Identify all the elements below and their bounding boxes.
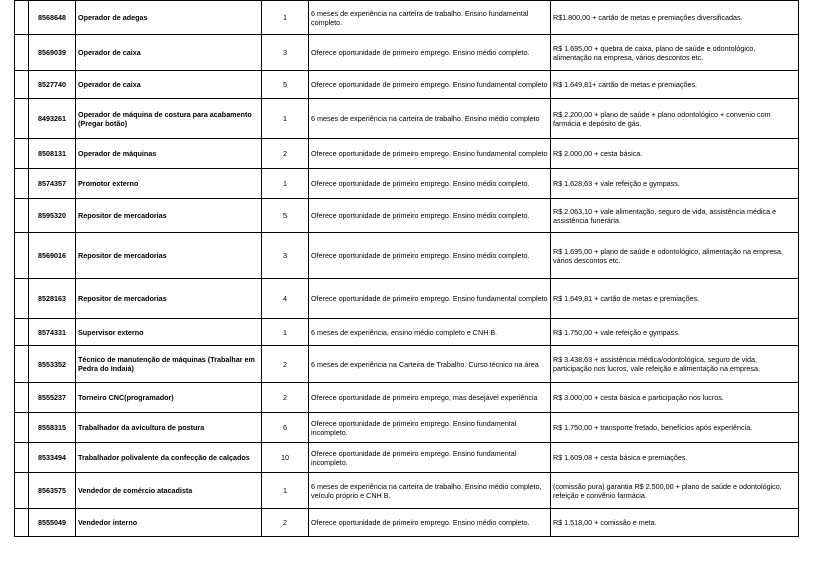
job-title: Operador de adegas (76, 1, 262, 35)
row-spacer-cell (15, 319, 29, 346)
table-row (15, 383, 799, 413)
table-row (15, 139, 799, 169)
salary-benefits: R$ 3.438,63 + assistência médica/odontológica, seguro de vida, participação nos lucros, vale refeição e alimentação na empresa. (551, 346, 799, 383)
row-spacer-cell (15, 413, 29, 443)
job-title: Promotor externo (76, 169, 262, 199)
vacancy-count: 3 (262, 35, 309, 71)
job-requirements: Oferece oportunidade de primeiro emprego. Ensino fundamental incompleto. (309, 443, 551, 473)
row-spacer-cell (15, 233, 29, 279)
vacancy-code: 8558315 (29, 413, 76, 443)
job-title: Repositor de mercadorias (76, 233, 262, 279)
table-row (15, 169, 799, 199)
vacancy-count: 1 (262, 99, 309, 139)
vacancy-count: 2 (262, 509, 309, 537)
job-requirements: 6 meses de experiência na carteira de trabalho. Ensino fundamental completo. (309, 1, 551, 35)
job-requirements: Oferece oportunidade de primeiro emprego. Ensino fundamental incompleto. (309, 413, 551, 443)
salary-benefits: R$ 2.200,00 + plano de saúde + plano odontológico + convenio com farmácia e depósito de gás. (551, 99, 799, 139)
vacancy-count: 5 (262, 71, 309, 99)
job-title: Operador de caixa (76, 71, 262, 99)
vacancy-code: 8563575 (29, 473, 76, 509)
table-row (15, 35, 799, 71)
vacancy-code: 8527740 (29, 71, 76, 99)
vacancy-count: 3 (262, 233, 309, 279)
job-requirements: Oferece oportunidade de primeiro emprego. Ensino médio completo. (309, 233, 551, 279)
table-row (15, 346, 799, 383)
vacancy-count: 1 (262, 1, 309, 35)
salary-benefits: R$ 1.695,00 + plano de saúde e odontológico, alimentação na empresa, vários descontos etc. (551, 233, 799, 279)
job-requirements: 6 meses de experiência, ensino médio completo e CNH B. (309, 319, 551, 346)
vacancy-code: 8595320 (29, 199, 76, 233)
table-body (15, 1, 799, 537)
vacancy-code: 8508131 (29, 139, 76, 169)
vacancy-code: 8574331 (29, 319, 76, 346)
job-title: Vendedor interno (76, 509, 262, 537)
vacancy-count: 10 (262, 443, 309, 473)
salary-benefits: R$ 1.628,63 + vale refeição e gympass. (551, 169, 799, 199)
row-spacer-cell (15, 383, 29, 413)
job-requirements: Oferece oportunidade de primeiro emprego. Ensino fundamental completo (309, 71, 551, 99)
table-row (15, 509, 799, 537)
vacancy-count: 6 (262, 413, 309, 443)
vacancy-code: 8553352 (29, 346, 76, 383)
table-row (15, 1, 799, 35)
job-requirements: Oferece oportunidade de primeiro emprego. Ensino médio completo. (309, 35, 551, 71)
row-spacer-cell (15, 169, 29, 199)
row-spacer-cell (15, 139, 29, 169)
job-requirements: 6 meses de experiência na carteira de trabalho. Ensino médio completo (309, 99, 551, 139)
salary-benefits: R$ 1.518,00 + comissão e meta. (551, 509, 799, 537)
salary-benefits: R$ 1.609,08 + cesta básica e premiações. (551, 443, 799, 473)
row-spacer-cell (15, 509, 29, 537)
vacancy-code: 8555049 (29, 509, 76, 537)
table-row (15, 199, 799, 233)
job-title: Operador de caixa (76, 35, 262, 71)
table-row (15, 279, 799, 319)
row-spacer-cell (15, 1, 29, 35)
table-row (15, 443, 799, 473)
job-requirements: Oferece oportunidade de primeiro emprego. Ensino médio completo. (309, 509, 551, 537)
row-spacer-cell (15, 346, 29, 383)
vacancy-count: 5 (262, 199, 309, 233)
vacancy-code: 8574357 (29, 169, 76, 199)
job-title: Técnico de manutenção de máquinas (Trabalhar em Pedra do Indaiá) (76, 346, 262, 383)
job-requirements: 6 meses de experiência na Carteira de Trabalho. Curso técnico na área (309, 346, 551, 383)
table-row (15, 71, 799, 99)
salary-benefits: R$ 1.649,81+ cartão de metas e premiações. (551, 71, 799, 99)
salary-benefits: R$ 3.000,00 + cesta básica e participação nos lucros. (551, 383, 799, 413)
job-requirements: Oferece oportunidade de primeiro emprego. Ensino fundamental completo (309, 279, 551, 319)
salary-benefits: R$ 1.750,00 + vale refeição e gympass. (551, 319, 799, 346)
salary-benefits: R$ 2.063,10 + vale alimentação, seguro de vida, assistência médica e assistência funerária. (551, 199, 799, 233)
vacancy-count: 1 (262, 169, 309, 199)
row-spacer-cell (15, 71, 29, 99)
job-requirements: Oferece oportunidade de primeiro emprego. Ensino médio completo. (309, 199, 551, 233)
vacancy-code: 8569016 (29, 233, 76, 279)
job-title: Repositor de mercadorias (76, 279, 262, 319)
vacancy-count: 2 (262, 383, 309, 413)
vacancy-code: 8493261 (29, 99, 76, 139)
job-title: Supervisor externo (76, 319, 262, 346)
vacancy-count: 1 (262, 473, 309, 509)
row-spacer-cell (15, 473, 29, 509)
job-requirements: Oferece oportunidade de primeiro emprego, mas desejável experiência (309, 383, 551, 413)
row-spacer-cell (15, 443, 29, 473)
job-vacancies-table (14, 0, 799, 537)
job-requirements: Oferece oportunidade de primeiro emprego. Ensino fundamental completo (309, 139, 551, 169)
salary-benefits: R$ 1.750,00 + transporte fretado, benefícios após experiência. (551, 413, 799, 443)
job-title: Trabalhador polivalente da confecção de calçados (76, 443, 262, 473)
table-row (15, 413, 799, 443)
row-spacer-cell (15, 35, 29, 71)
vacancy-code: 8569039 (29, 35, 76, 71)
job-title: Repositor de mercadorias (76, 199, 262, 233)
row-spacer-cell (15, 99, 29, 139)
job-requirements: Oferece oportunidade de primeiro emprego. Ensino médio completo. (309, 169, 551, 199)
job-title: Trabalhador da avicultura de postura (76, 413, 262, 443)
salary-benefits: R$ 1.695,00 + quebra de caixa, plano de saúde e odontológico, alimentação na empresa, vários descontos etc. (551, 35, 799, 71)
salary-benefits: R$ 2.000,00 + cesta básica. (551, 139, 799, 169)
job-title: Torneiro CNC(programador) (76, 383, 262, 413)
salary-benefits: (comissão pura) garantia R$ 2.500,00 + plano de saúde e odontológico, refeição e convênio farmácia. (551, 473, 799, 509)
vacancy-code: 8568648 (29, 1, 76, 35)
vacancy-count: 2 (262, 346, 309, 383)
vacancy-count: 4 (262, 279, 309, 319)
salary-benefits: R$1.800,00 + cartão de metas e premiações diversificadas. (551, 1, 799, 35)
job-title: Operador de máquina de costura para acabamento (Pregar botão) (76, 99, 262, 139)
job-title: Operador de máquinas (76, 139, 262, 169)
vacancy-count: 2 (262, 139, 309, 169)
job-title: Vendedor de comércio atacadista (76, 473, 262, 509)
job-requirements: 6 meses de experiência na carteira de trabalho. Ensino médio completo, veículo próprio e CNH B. (309, 473, 551, 509)
vacancy-count: 1 (262, 319, 309, 346)
vacancy-code: 8555237 (29, 383, 76, 413)
table-row (15, 473, 799, 509)
table-row (15, 233, 799, 279)
row-spacer-cell (15, 199, 29, 233)
salary-benefits: R$ 1.649,81 + cartão de metas e premiações. (551, 279, 799, 319)
vacancy-code: 8528163 (29, 279, 76, 319)
table-row (15, 99, 799, 139)
row-spacer-cell (15, 279, 29, 319)
table-row (15, 319, 799, 346)
vacancy-code: 8533494 (29, 443, 76, 473)
